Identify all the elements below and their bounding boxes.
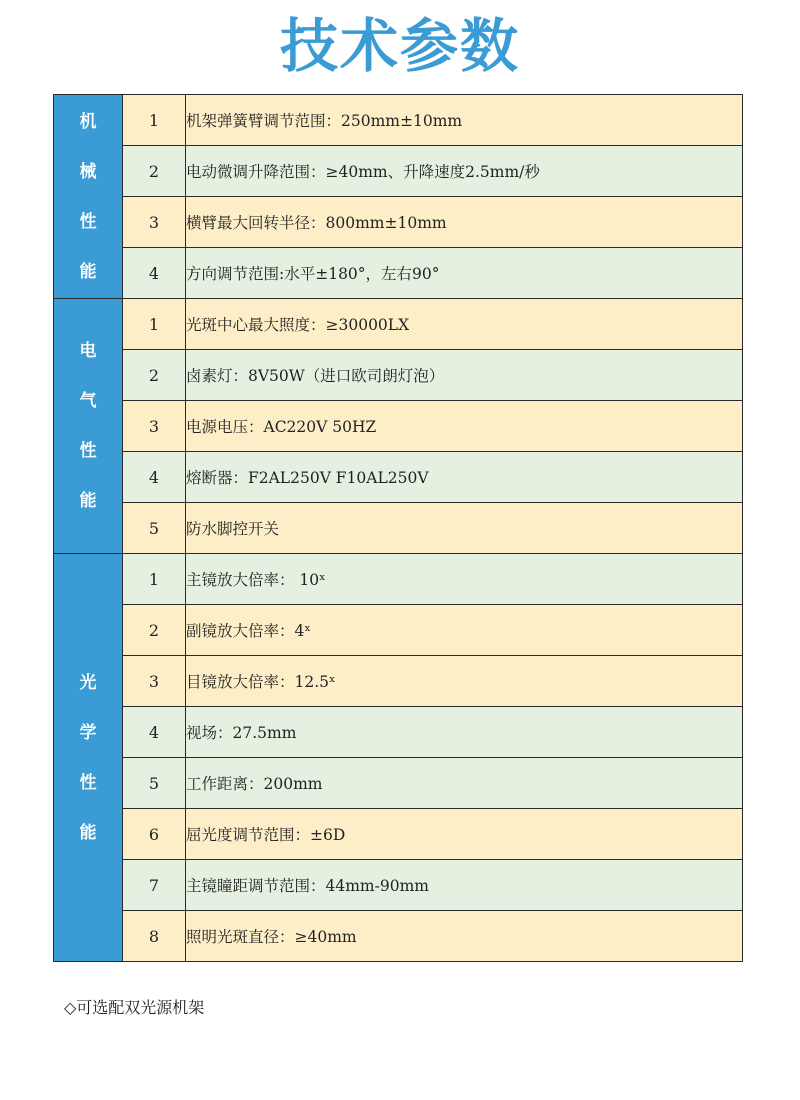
category-optical: 光 学 性 能 (54, 554, 123, 962)
row-number: 4 (123, 452, 186, 503)
row-number: 1 (123, 95, 186, 146)
row-text: 屈光度调节范围：±6D (186, 809, 743, 860)
table-row (54, 350, 743, 401)
row-text: 横臂最大回转半径：800mm±10mm (186, 197, 743, 248)
row-number: 3 (123, 197, 186, 248)
row-text: 卤素灯：8V50W（进口欧司朗灯泡） (186, 350, 743, 401)
row-number: 3 (123, 401, 186, 452)
row-text: 主镜瞳距调节范围：44mm-90mm (186, 860, 743, 911)
table-row (54, 860, 743, 911)
row-number: 2 (123, 146, 186, 197)
spec-table (53, 94, 743, 962)
row-number: 1 (123, 299, 186, 350)
table-row (54, 605, 743, 656)
table-row (54, 95, 743, 146)
row-number: 3 (123, 656, 186, 707)
page-title: 技术参数 (279, 12, 520, 80)
table-row (54, 809, 743, 860)
row-number: 7 (123, 860, 186, 911)
table-row (54, 299, 743, 350)
row-text: 主镜放大倍率： 10ˣ (186, 554, 743, 605)
row-number: 1 (123, 554, 186, 605)
table-row (54, 146, 743, 197)
table-row (54, 452, 743, 503)
row-text: 熔断器：F2AL250V F10AL250V (186, 452, 743, 503)
category-electrical: 电 气 性 能 (54, 299, 123, 554)
category-mechanical: 机 械 性 能 (54, 95, 123, 299)
row-text: 防水脚控开关 (186, 503, 743, 554)
row-number: 4 (123, 707, 186, 758)
row-text: 电动微调升降范围：≥40mm、升降速度2.5mm/秒 (186, 146, 743, 197)
row-number: 6 (123, 809, 186, 860)
row-text: 照明光斑直径：≥40mm (186, 911, 743, 962)
table-row (54, 656, 743, 707)
row-number: 2 (123, 605, 186, 656)
table-row (54, 554, 743, 605)
table-row (54, 707, 743, 758)
row-text: 视场：27.5mm (186, 707, 743, 758)
row-number: 2 (123, 350, 186, 401)
table-row (54, 197, 743, 248)
row-number: 8 (123, 911, 186, 962)
row-text: 电源电压：AC220V 50HZ (186, 401, 743, 452)
table-row (54, 503, 743, 554)
table-row (54, 401, 743, 452)
row-number: 4 (123, 248, 186, 299)
row-text: 副镜放大倍率：4ˣ (186, 605, 743, 656)
table-row (54, 248, 743, 299)
row-text: 目镜放大倍率：12.5ˣ (186, 656, 743, 707)
row-number: 5 (123, 758, 186, 809)
table-row (54, 911, 743, 962)
row-text: 方向调节范围:水平±180°，左右90° (186, 248, 743, 299)
row-text: 机架弹簧臂调节范围：250mm±10mm (186, 95, 743, 146)
row-number: 5 (123, 503, 186, 554)
footnote: ◇可选配双光源机架 (64, 998, 205, 1017)
table-row (54, 758, 743, 809)
row-text: 工作距离：200mm (186, 758, 743, 809)
row-text: 光斑中心最大照度：≥30000LX (186, 299, 743, 350)
